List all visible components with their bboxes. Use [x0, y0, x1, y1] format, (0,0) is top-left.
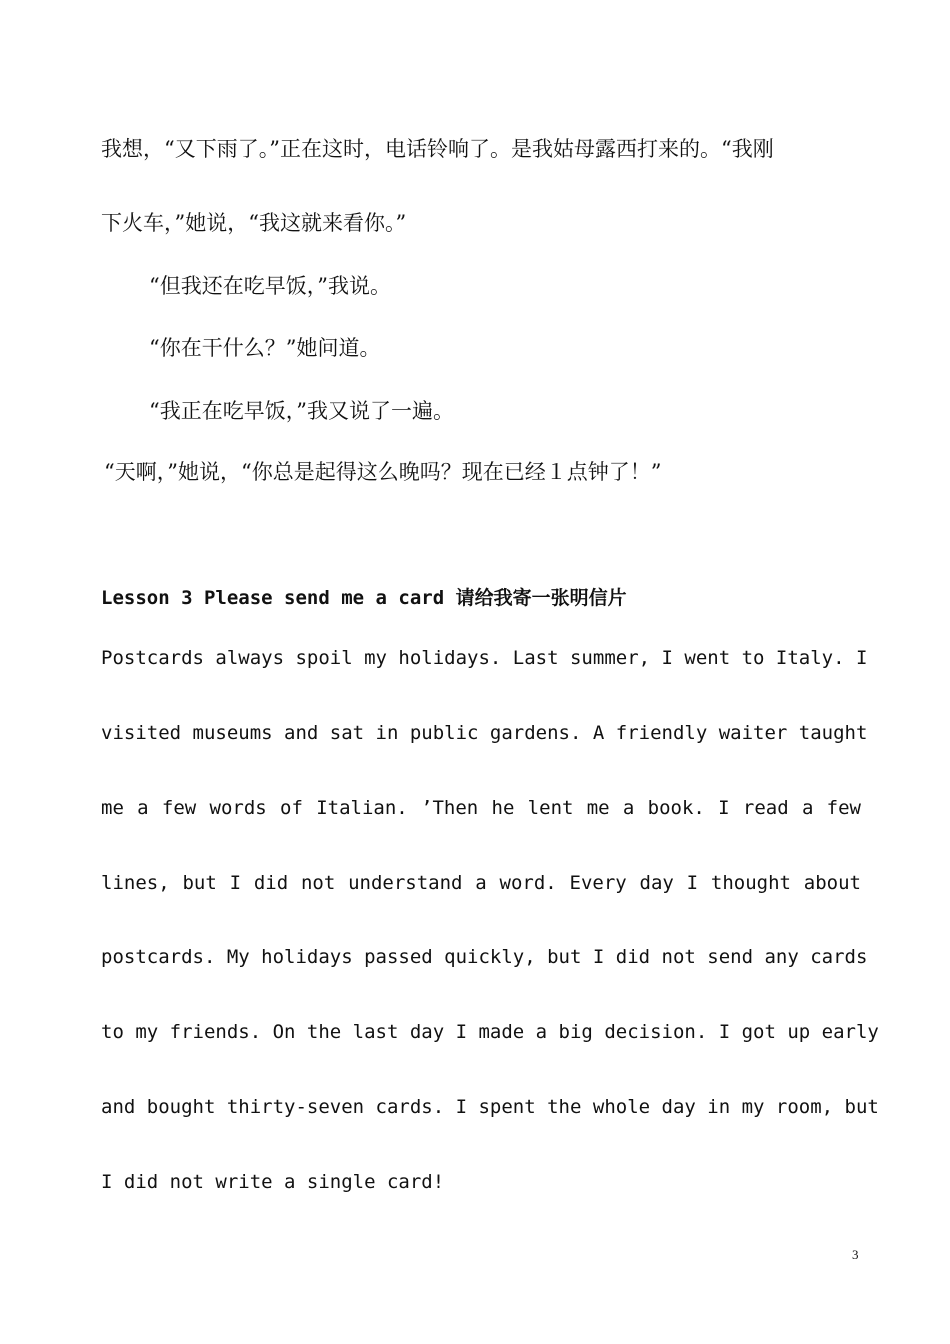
- chinese-line: 我想，“又下雨了。”正在这时，电话铃响了。是我姑母露西打来的。“我刚: [101, 137, 774, 161]
- chinese-line: “你在干什么？”她问道。: [149, 336, 381, 360]
- lesson-title-en: Lesson 3 Please send me a card: [101, 587, 445, 609]
- english-line: visited museums and sat in public gardens. A friendly waiter taught: [101, 722, 868, 744]
- english-line: to my friends. On the last day I made a big decision. I got up early: [101, 1021, 879, 1043]
- chinese-line: “我正在吃早饭，”我又说了一遍。: [149, 399, 454, 423]
- english-line: I did not write a single card!: [101, 1171, 445, 1193]
- english-line: postcards. My holidays passed quickly, but I did not send any cards: [101, 946, 868, 968]
- english-line: lines, but I did not understand a word. Every day I thought about: [101, 872, 861, 894]
- page-number: 3: [852, 1247, 859, 1262]
- chinese-line: “天啊，”她说，“你总是起得这么晚吗？现在已经１点钟了！”: [104, 460, 662, 484]
- english-line: Postcards always spoil my holidays. Last summer, I went to Italy. I: [101, 647, 868, 669]
- lesson-heading: [101, 583, 627, 610]
- chinese-line: 下火车，”她说，“我这就来看你。”: [101, 211, 407, 235]
- english-line: and bought thirty-seven cards. I spent the whole day in my room, but: [101, 1096, 879, 1118]
- lesson-title-cn: 请给我寄一张明信片: [455, 587, 627, 609]
- chinese-line: “但我还在吃早饭，”我说。: [149, 274, 391, 298]
- english-line: me a few words of Italian. ’Then he lent me a book. I read a few: [101, 797, 861, 819]
